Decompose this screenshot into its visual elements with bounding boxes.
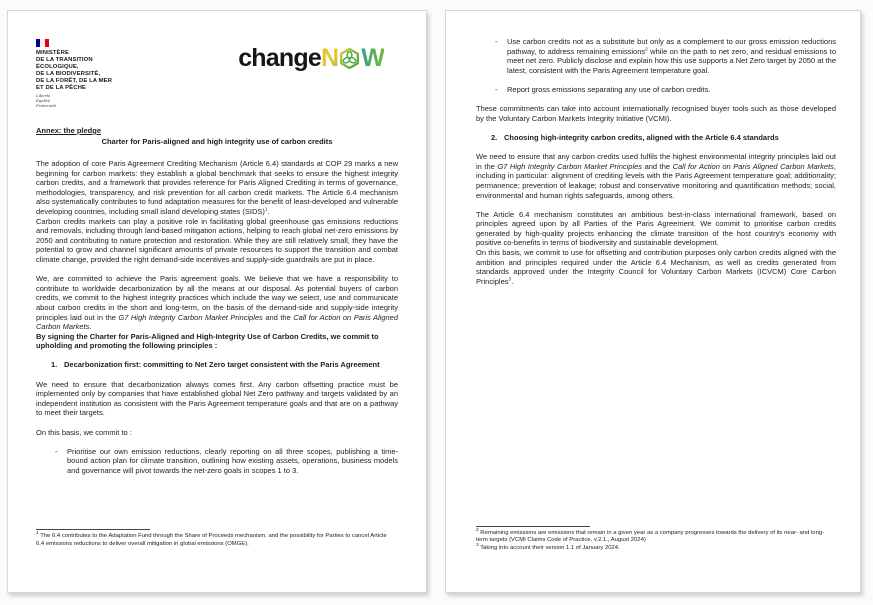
emphasized-text: Call for Action on Paris Aligned Carbon Markets: [672, 161, 834, 171]
footnote-separator: [36, 529, 150, 530]
footnote: $^2$ Remaining emissions are emissions that remain in a given year as a company progresses towards the delivery of its near- and long-term targets (VCMI Claims Code of Practice, v.2.1., August 2024): [476, 527, 825, 544]
paragraph: These commitments can take into account internationally recognised buyer tools such as those developed by the Voluntary Carbon Markets Integrity Initiative (VCMI).: [476, 104, 836, 123]
page1-body: [36, 159, 398, 476]
bullet-item: [495, 85, 836, 95]
section-heading: [491, 133, 836, 143]
bullet-item: [495, 37, 836, 75]
footnote-reference: 3: [508, 277, 512, 283]
page1-footnotes: [36, 529, 396, 548]
footnote-reference: 3: [476, 542, 479, 548]
ministry-logo: [36, 39, 176, 109]
france-flag-icon: [36, 39, 49, 47]
bullet-text: Report gross emissions separating any use of carbon credits.: [507, 84, 711, 94]
page2-footnotes: [476, 526, 830, 552]
changenow-logo: [238, 46, 384, 71]
footnote-reference: 1: [36, 531, 39, 537]
paragraph: On this basis, we commit to :: [36, 427, 132, 437]
paragraph: We, are committed to achieve the Paris agreement goals. We believe that we have a responsibility to contribute to worldwide decarbonization by all the means at our disposal. As potential buyers of carbon credits, we commit to the highest integrity practices which include the way we select, use and communicate about carbon credits in the short and long-term, on the basis of the demand-side and supply-side integrity principles laid out in the G7 High Integrity Carbon Market Principles and the Call for Action on Paris Aligned Carbon Markets.: [36, 274, 398, 332]
page-2: [445, 10, 861, 593]
page2-body: [476, 37, 836, 286]
bullet-marker: -: [55, 446, 58, 456]
ministry-name: MINISTÈRE DE LA TRANSITION ÉCOLOGIQUE, DE LA BIODIVERSITÉ, DE LA FORÊT, DE LA MER ET DE LA PÊCHE: [36, 50, 113, 91]
changenow-o-flower-icon: [339, 47, 360, 70]
changenow-logo-change-text: change: [238, 44, 321, 72]
paragraph: On this basis, we commit to use for offsetting and contribution purposes only carbon credits aligned with the ambition and principles required under the Article 6.4 Mechanism, as well as credits generated from standards approved under the Integrity Council for Voluntary Carbon Markets (ICVCM) Core Carbon Principles$^3$.: [476, 248, 836, 286]
footnote-separator: [476, 526, 590, 527]
footnote: $^3$ Taking into account their version 1.1 of January 2024.: [476, 542, 620, 551]
emphasized-text: G7 High Integrity Carbon Market Principles: [497, 161, 643, 171]
emphasized-text: G7 High Integrity Carbon Market Principles: [118, 312, 263, 322]
page1-footnote-list: [36, 533, 396, 548]
bullet-text: Use carbon credits not as a substitute but only as a complement to our gross emission reductions pathway, to address remaining emissions$^2$ while on the path to net zero, and residual emissions to meet net zero. Publicly disclose and explain how this use supports a Net Zero target by 2050 at the latest, consistent with the Paris Agreement temperature goal.: [507, 37, 837, 75]
bullet-text: Prioritise our own emission reductions, clearly reporting on all three scopes, publishing a time-bound action plan for climate transition, outlining how existing assets, operations, business models and governance will pivot towards the net-zero goals in scopes 1 to 3.: [67, 446, 398, 476]
section-number: 1.: [51, 360, 58, 370]
paragraph: Carbon credits markets can play a positive role in facilitating global greenhouse gas emissions reductions and removals, including through land-based mitigation actions, helping to reach global net-zero emissions by 2050 and contributing to nature protection and restoration. While they are still relatively small, they have the potential to grow and channel significant amounts of private resources to support the transition and combat climate change, provided the right demand-side incentives and supply-side guardrails are put in place.: [36, 216, 398, 264]
footnote-reference: 2: [476, 527, 479, 533]
footnote-reference: 2: [645, 47, 648, 53]
paragraph: The Article 6.4 mechanism constitutes an ambitious best-in-class international framework, based on principles agreed upon by all Parties of the Paris Agreement. We commit to prioritise carbon credits generated by high-quality projects enhancing the climate transition of the host country's economy with positive co-benefits in terms of biodiversity and sustainable development.: [476, 209, 836, 248]
page2-footnote-list: [476, 527, 830, 552]
section-heading-text: Decarbonization first: committing to Net Zero target consistent with the Paris Agreement: [64, 360, 380, 370]
section-heading: [51, 360, 398, 370]
paragraph: We need to ensure that decarbonization always comes first. Any carbon offsetting practice must be implemented only by companies that have established global Net Zero pathway and targets validated by an independent institution as consistent with the Paris Agreement temperature goals and that are on a pathway to meet their targets.: [36, 379, 398, 418]
changenow-logo-n-text: N: [320, 44, 339, 72]
bullet-marker: -: [495, 84, 498, 94]
charter-title: Charter for Paris-aligned and high integrity use of carbon credits: [101, 137, 333, 147]
ministry-motto: Liberté Égalité Fraternité: [36, 93, 57, 109]
changenow-logo-w-text: W: [361, 44, 384, 72]
bullet-marker: -: [495, 37, 498, 46]
paragraph: By signing the Charter for Paris-Aligned and High-Integrity Use of Carbon Credits, we commit to upholding and promoting the following principles :: [36, 331, 379, 351]
paragraph: The adoption of core Paris Agreement Crediting Mechanism (Article 6.4) standards at COP 29 marks a new beginning for carbon markets: they establish a global benchmark that seeks to ensure the highest integrity carbon credits, and a framework that provides reference for Paris Aligned Crediting in terms of governance, methodologies, transparency, and risk prevention for all carbon credit markets. The Article 6.4 mechanism also systematically contributes to fund adaptation measures for the benefit of least-developed and vulnerable developing countries, including small island developing states (SIDS)$^1$.: [36, 159, 398, 216]
section-number: 2.: [491, 132, 498, 142]
annex-label: Annex: the pledge: [36, 125, 102, 135]
emphasized-text: Call for Action on Paris Aligned Carbon Markets: [36, 312, 398, 332]
paragraph: We need to ensure that any carbon credits used fulfils the highest environmental integrity principles laid out in the G7 High Integrity Carbon Market Principles and the Call for Action on Paris Aligned Carbon Markets, including in particular: alignment of crediting levels with the Paris Agreement temperature goal; additionality; permanence; prevention of leakage; robust and conservative monitoring and quantification methods; social, environmental and human rights safeguards, among others.: [476, 152, 836, 200]
page1-header: [36, 39, 398, 109]
footnote-reference: 1: [264, 207, 268, 213]
bullet-item: [55, 447, 398, 476]
section-heading-text: Choosing high-integrity carbon credits, aligned with the Article 6.4 standards: [504, 132, 779, 142]
page-1: [7, 10, 427, 593]
footnote: $^1$ The 6.4 contributes to the Adaptation Fund through the Share of Proceeds mechanism, and the possibility for Parties to cancel Article 6.4 emissions reductions to deliver overall mitigation in global emissions (OMGE).: [36, 531, 387, 547]
